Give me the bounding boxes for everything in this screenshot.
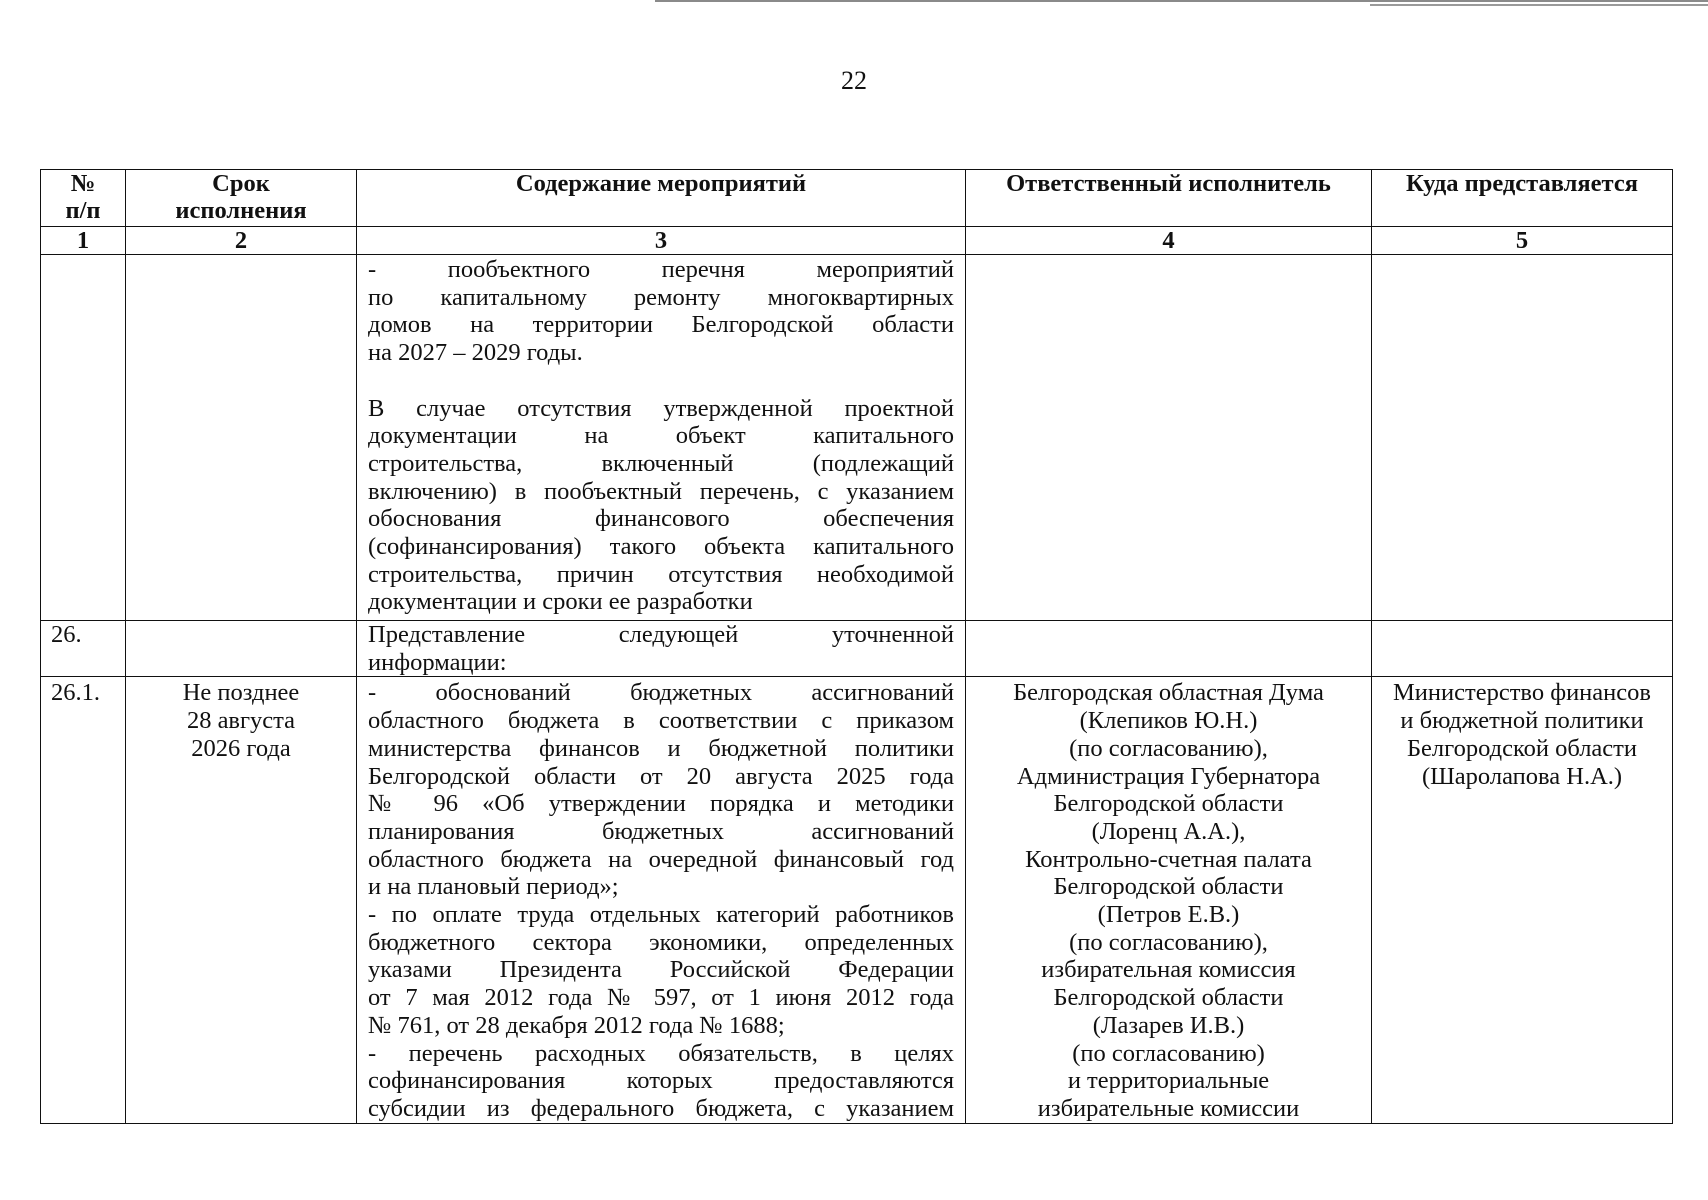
content-line: указами Президента Российской Федерации [368, 956, 954, 984]
recipient-line: Белгородской области [1406, 734, 1638, 762]
cell-recipient-26-1 [1372, 677, 1673, 1123]
table-row-continuation [41, 255, 1673, 621]
responsible-line: (Лазарев И.В.) [1092, 1011, 1245, 1039]
responsible-line: (по согласованию) [1072, 1039, 1265, 1067]
deadline-line: 28 августа [186, 707, 296, 735]
header-content: Содержание мероприятий [357, 170, 966, 227]
content-line: по капитальному ремонту многоквартирных [368, 283, 954, 311]
content-line: Белгородской области от 20 августа 2025 года [368, 762, 954, 790]
column-number-4: 4 [966, 227, 1372, 255]
responsible-line: Белгородской области [1053, 984, 1284, 1012]
column-number-1: 1 [41, 227, 126, 255]
content-line: документации и сроки ее разработки [368, 588, 753, 616]
responsible-line: (Лоренц А.А.), [1091, 817, 1246, 845]
content-line: на 2027 – 2029 годы. [368, 339, 583, 367]
column-number-row [41, 227, 1673, 255]
top-scan-rule-secondary [1370, 4, 1708, 6]
content-line: В случае отсутствия утвержденной проектной [368, 394, 954, 422]
content-line: строительства, причин отсутствия необходимой [368, 560, 954, 588]
responsible-line: Белгородская областная Дума [1013, 679, 1324, 707]
recipient-line: и бюджетной политики [1400, 707, 1644, 735]
cell-recipient-26-empty [1372, 621, 1673, 677]
cell-content-continuation [357, 255, 966, 621]
content-line: строительства, включенный (подлежащий [368, 449, 954, 477]
cell-number-empty [41, 255, 126, 621]
content-line: документации на объект капитального [368, 422, 954, 450]
content-line: - обоснований бюджетных ассигнований [368, 679, 954, 707]
header-number-line1: № [70, 170, 96, 197]
responsible-line: (Клепиков Ю.Н.) [1079, 707, 1258, 735]
header-deadline [126, 170, 357, 227]
cell-responsible-empty [966, 255, 1372, 621]
content-line: субсидии из федерального бюджета, с указанием [368, 1094, 954, 1122]
content-line: обоснования финансового обеспечения [368, 505, 954, 533]
content-line: планирования бюджетных ассигнований [368, 817, 954, 845]
responsible-line: избирательные комиссии [1037, 1094, 1300, 1122]
responsible-line: Администрация Губернатора [1016, 762, 1321, 790]
responsible-line: (Петров Е.В.) [1097, 901, 1240, 929]
content-line: Представление следующей уточненной [368, 621, 954, 648]
recipient-line: (Шаролапова Н.А.) [1421, 762, 1623, 790]
content-line: и на плановый период»; [368, 873, 619, 901]
cell-deadline-empty [126, 255, 357, 621]
content-line: - пообъектного перечня мероприятий [368, 256, 954, 283]
cell-content-26-1 [357, 677, 966, 1123]
cell-responsible-26-1 [966, 677, 1372, 1123]
content-line: информации: [368, 648, 507, 676]
content-line: министерства финансов и бюджетной политики [368, 734, 954, 762]
responsible-line: избирательная комиссия [1041, 956, 1296, 984]
table-row-26-1 [41, 677, 1673, 1123]
page-number: 22 [841, 66, 867, 95]
content-line: софинансирования которых предоставляются [368, 1067, 954, 1095]
cell-responsible-26-empty [966, 621, 1372, 677]
responsible-line: Контрольно-счетная палата [1025, 845, 1312, 873]
responsible-line: Белгородской области [1053, 790, 1284, 818]
content-line: - по оплате труда отдельных категорий работников [368, 901, 954, 929]
content-line: областного бюджета в соответствии с приказом [368, 707, 954, 735]
header-deadline-line2: исполнения [175, 197, 307, 224]
cell-deadline-26-1 [126, 677, 357, 1123]
responsible-line: Белгородской области [1053, 873, 1284, 901]
header-number-line2: п/п [65, 197, 101, 224]
content-line: - перечень расходных обязательств, в целях [368, 1039, 954, 1067]
content-line: № 96 «Об утверждении порядка и методики [368, 790, 954, 818]
header-responsible: Ответственный исполнитель [966, 170, 1372, 227]
header-row [41, 170, 1673, 227]
content-line: от 7 мая 2012 года № 597, от 1 июня 2012 года [368, 984, 954, 1012]
responsible-line: (по согласованию), [1069, 734, 1268, 762]
column-number-3: 3 [357, 227, 966, 255]
content-line: (софинансирования) такого объекта капитального [368, 533, 954, 561]
header-recipient: Куда представляется [1372, 170, 1673, 227]
column-number-2: 2 [126, 227, 357, 255]
header-deadline-line1: Срок [212, 170, 270, 197]
deadline-line: 2026 года [191, 734, 291, 762]
column-number-5: 5 [1372, 227, 1673, 255]
content-line: бюджетного сектора экономики, определенных [368, 928, 954, 956]
content-line: включению) в пообъектный перечень, с указанием [368, 477, 954, 505]
cell-number-26: 26. [41, 621, 126, 677]
content-line: № 761, от 28 декабря 2012 года № 1688; [368, 1011, 785, 1039]
content-line: домов на территории Белгородской области [368, 311, 954, 339]
header-number [41, 170, 126, 227]
top-scan-rule [655, 0, 1708, 2]
content-line: областного бюджета на очередной финансовый год [368, 845, 954, 873]
cell-deadline-26-empty [126, 621, 357, 677]
cell-recipient-empty [1372, 255, 1673, 621]
paragraph-gap [368, 367, 954, 395]
table-row-26 [41, 621, 1673, 677]
responsible-line: (по согласованию), [1069, 928, 1268, 956]
deadline-line: Не позднее [182, 679, 300, 707]
events-table [40, 169, 1673, 1124]
cell-content-26 [357, 621, 966, 677]
recipient-line: Министерство финансов [1393, 679, 1651, 707]
cell-number-26-1: 26.1. [41, 677, 126, 1123]
responsible-line: и территориальные [1067, 1067, 1270, 1095]
